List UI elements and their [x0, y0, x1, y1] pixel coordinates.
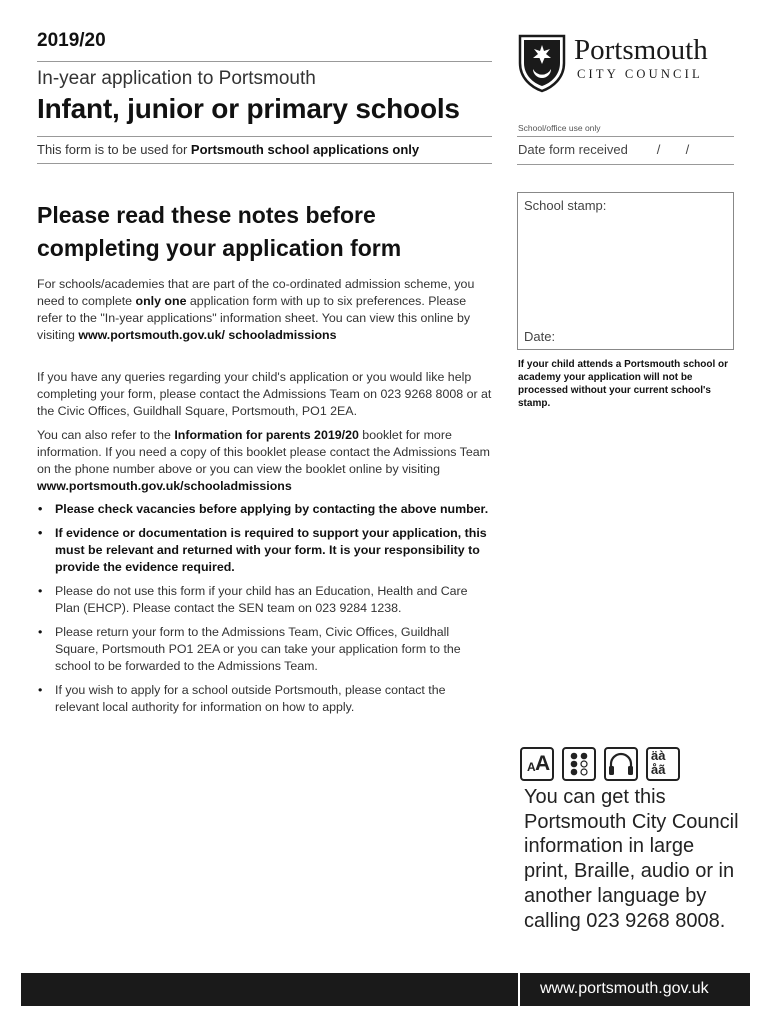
notes-heading: Please read these notes before completing your application form [37, 202, 402, 261]
divider [517, 136, 734, 137]
divider [37, 163, 492, 164]
divider [37, 61, 492, 62]
school-stamp-box[interactable] [517, 192, 734, 350]
language-glyphs: äà åã [651, 748, 666, 777]
notes-bullet-list [37, 501, 493, 723]
language-icon [646, 747, 680, 781]
divider [517, 164, 734, 165]
p1-text-bold: only one [135, 294, 187, 308]
divider [37, 136, 492, 137]
p3-link[interactable]: www.portsmouth.gov.uk/schooladmissions [37, 479, 292, 493]
p1-text-a: For schools/academies that are part of the co-ordinated admission scheme, you need to complete [37, 277, 475, 308]
p3-text-bold: Information for parents 2019/20 [174, 428, 359, 442]
accessibility-info: You can get this Portsmouth City Council information in large print, Braille, audio or in another language by calling 023 9268 8008. [524, 786, 739, 932]
p3-text-a: You can also refer to the [37, 428, 175, 442]
page-title: Infant, junior or primary schools [37, 93, 460, 124]
stamp-date-label: Date: [524, 329, 556, 344]
form-use-bold: Portsmouth school applications only [190, 142, 420, 157]
form-use-prefix: This form is to be used for [37, 142, 191, 157]
list-item: • If evidence or documentation is required to support your application, this must be relevant and returned with your form. It is your responsibility to provide the evidence required. [37, 525, 493, 576]
braille-icon [562, 747, 596, 781]
logo-subtitle: CITY COUNCIL [577, 67, 703, 81]
large-print-icon [520, 747, 554, 781]
notes-paragraph-1 [37, 276, 493, 344]
form-subtitle: In-year application to Portsmouth [37, 68, 316, 89]
year-label: 2019/20 [37, 30, 106, 51]
large-print-small: A [527, 760, 536, 774]
stamp-note: If your child attends a Portsmouth school or academy your application will not be processed without your current school's stamp. [518, 359, 729, 409]
list-item: • If you wish to apply for a school outside Portsmouth, please contact the relevant local authority for information on how to apply. [37, 682, 493, 716]
large-print-big: A [535, 752, 551, 775]
p1-text-c: application form with up to six preferences. Please refer to the "In-year applications" information sheet. You can view this online by visiting [37, 294, 471, 342]
logo-wordmark: Portsmouth [574, 34, 708, 66]
notes-paragraph-3 [37, 427, 493, 495]
notes-paragraph-2: If you have any queries regarding your child's application or you would like help completing your form, please contact the Admissions Team on 023 9268 8008 or at the Civic Offices, Guildhall Square, Portsmouth, PO1 2EA. [37, 370, 492, 418]
list-item: • Please do not use this form if your child has an Education, Health and Care Plan (EHCP). Please contact the SEN team on 023 9284 1238. [37, 583, 493, 617]
footer-divider [518, 973, 520, 1006]
office-use-label: School/office use only [518, 123, 601, 133]
school-stamp-label: School stamp: [524, 198, 607, 213]
crest-icon [517, 33, 567, 93]
p3-text-c: booklet for more information. If you need a copy of this booklet please contact the Admissions Team on the phone number above or you can view the booklet online by visiting [37, 428, 490, 476]
audio-headphones-icon [604, 747, 638, 781]
date-received-field[interactable]: Date form received / / [518, 142, 690, 157]
form-use-note [37, 142, 419, 157]
footer-link[interactable]: www.portsmouth.gov.uk [540, 980, 709, 997]
list-item: • Please return your form to the Admissions Team, Civic Offices, Guildhall Square, Portsmouth PO1 2EA or you can take your application form to the school to be forwarded to the Admissions Team. [37, 624, 493, 675]
p1-link[interactable]: www.portsmouth.gov.uk/ schooladmissions [78, 328, 337, 342]
list-item: • Please check vacancies before applying by contacting the above number. [37, 501, 493, 518]
accessibility-icons [520, 747, 680, 781]
